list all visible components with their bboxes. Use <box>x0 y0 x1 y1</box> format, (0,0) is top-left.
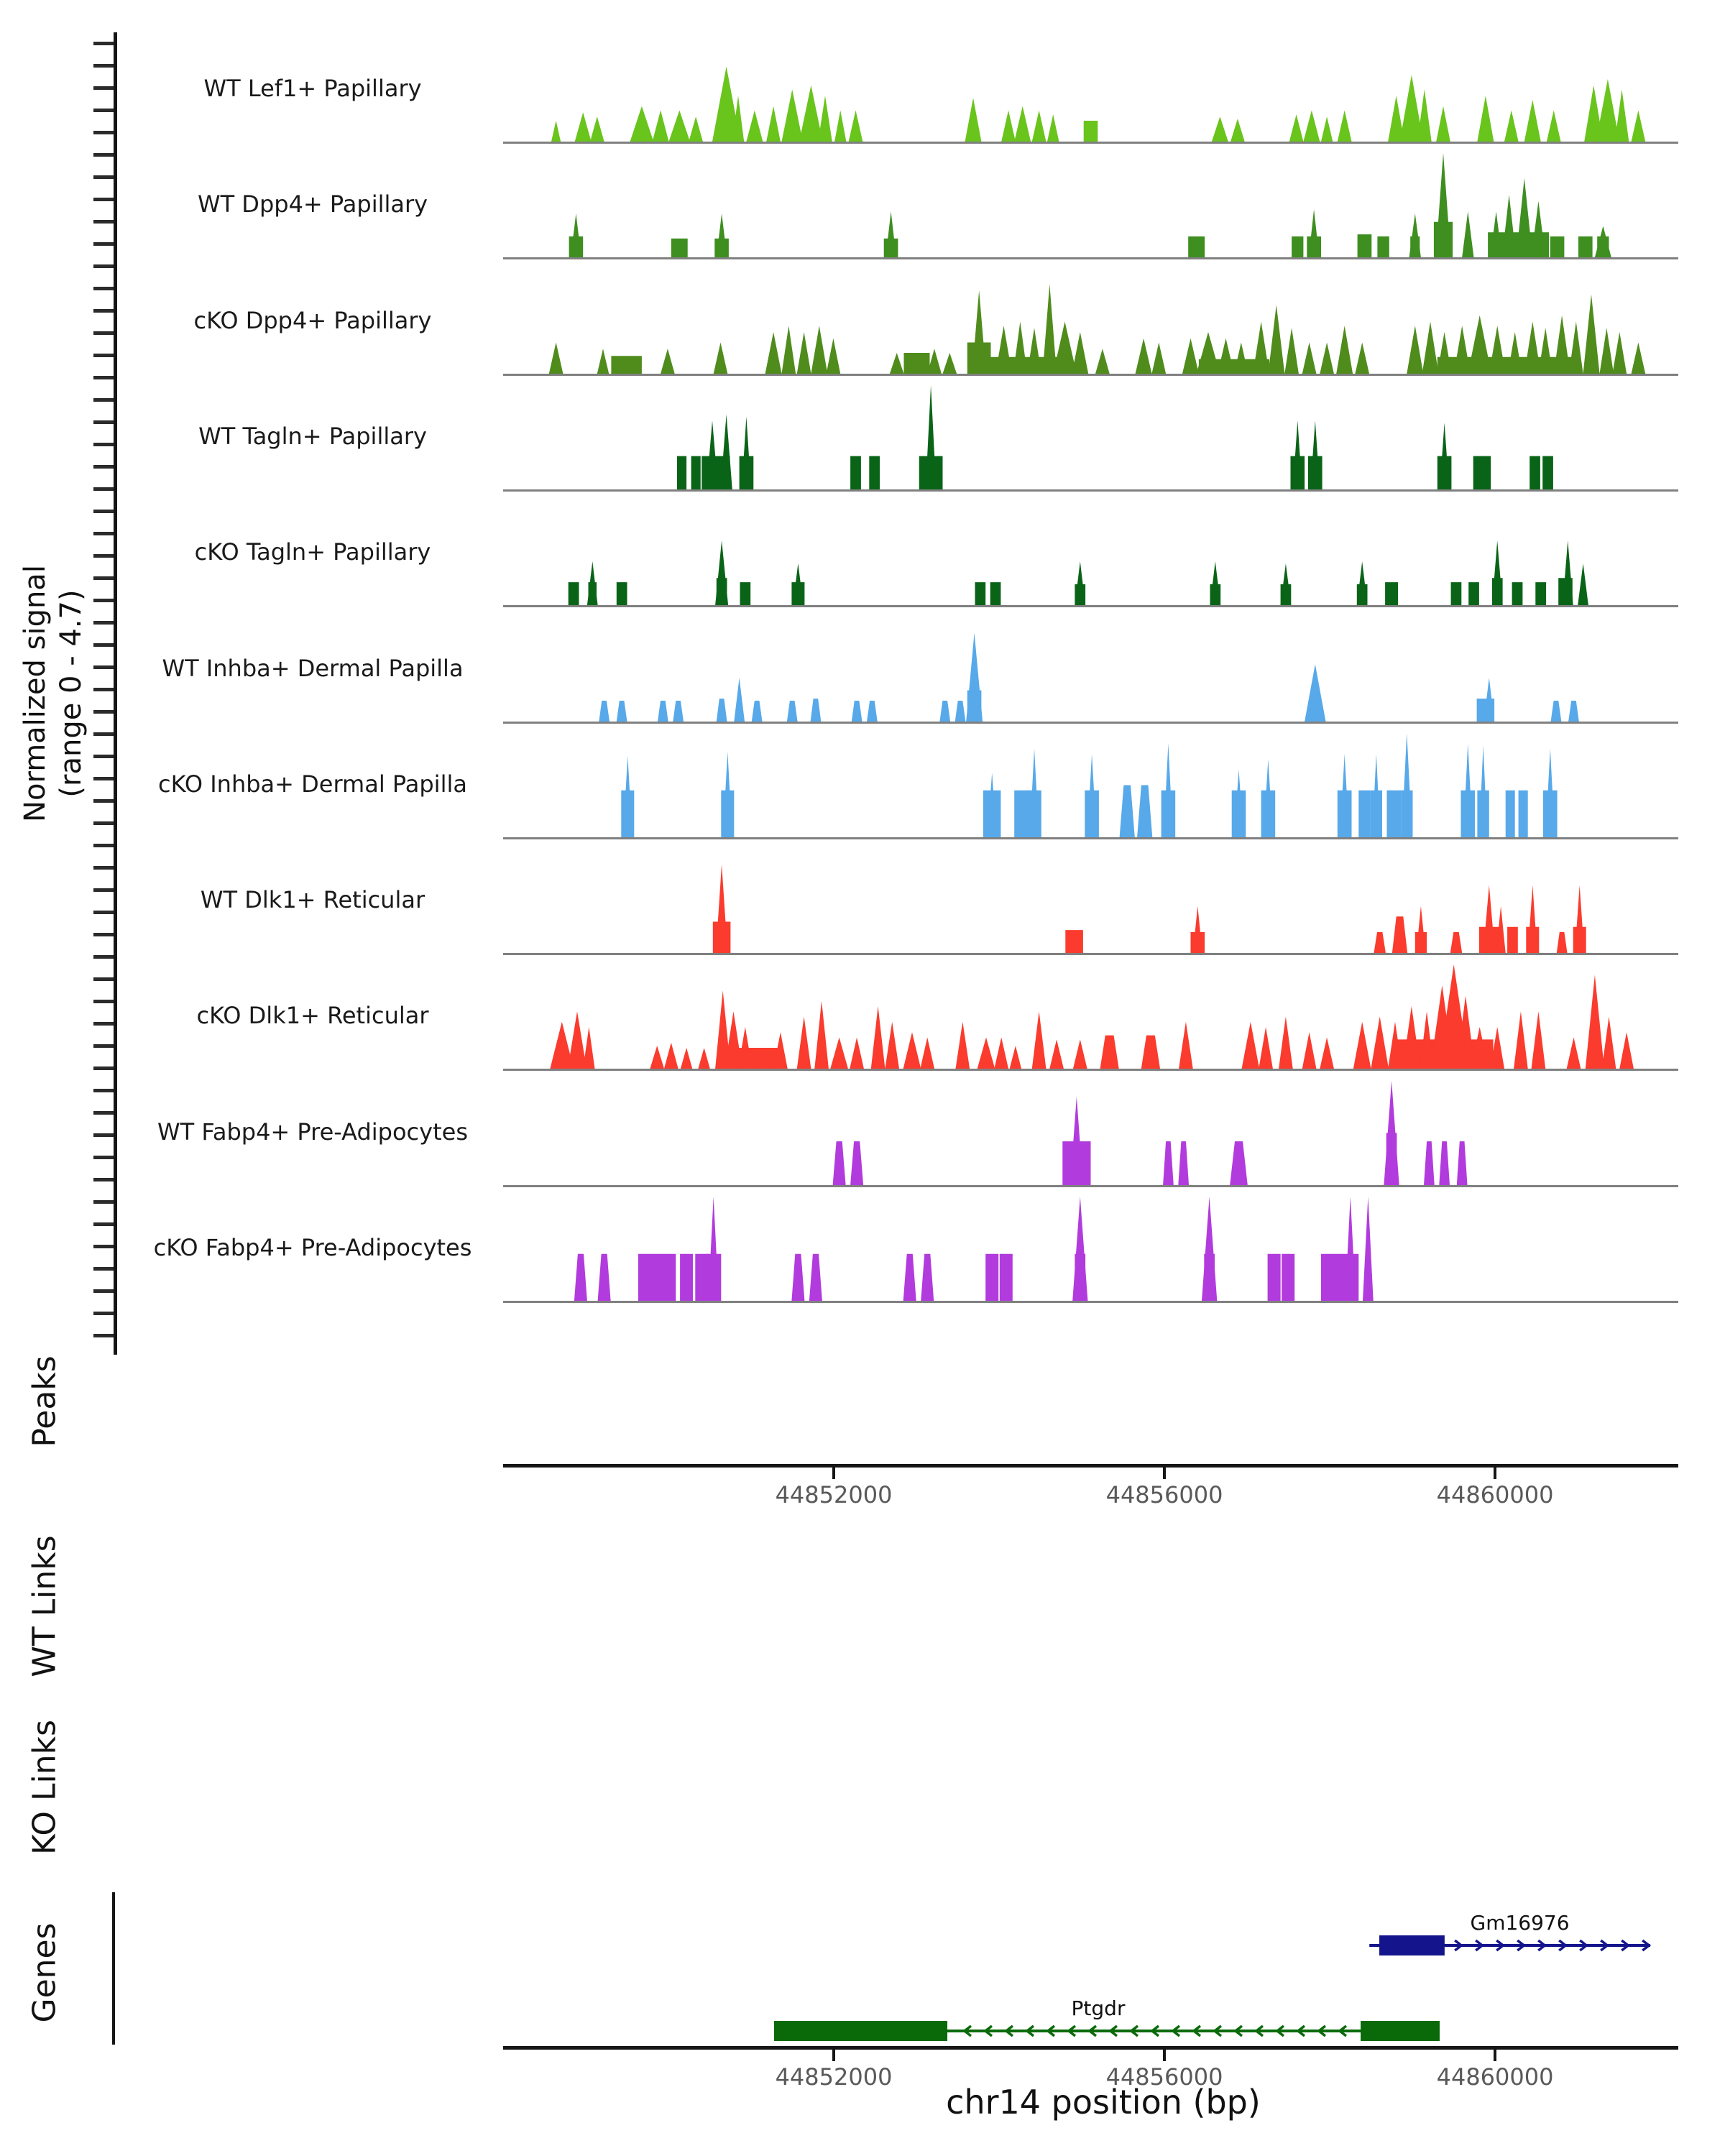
track-label-wt-dlk1-reticular: WT Dlk1+ Reticular <box>200 886 426 913</box>
signal-peak <box>1528 885 1537 953</box>
signal-peak <box>664 1043 678 1069</box>
signal-peak <box>1615 90 1629 142</box>
signal-peak <box>1302 343 1317 374</box>
signal-peak <box>715 540 728 605</box>
axis-tick <box>1163 1468 1166 1479</box>
signal-peak <box>1084 121 1098 142</box>
signal-peak <box>1014 106 1031 142</box>
signal-peak <box>850 1141 863 1185</box>
signal-peak <box>1600 328 1614 374</box>
signal-peak <box>833 1141 846 1185</box>
signal-peak <box>1032 1011 1046 1069</box>
signal-peak <box>721 415 732 489</box>
signal-peak <box>966 633 983 722</box>
signal-peak <box>1202 1197 1217 1301</box>
axis-tick-label: 44852000 <box>775 2063 893 2091</box>
signal-peak <box>568 1011 586 1069</box>
signal-peak <box>1435 153 1450 257</box>
signal-peak <box>1532 1011 1546 1069</box>
signal-peak <box>1519 791 1528 837</box>
track-label-wt-tagln-papillary: WT Tagln+ Papillary <box>198 423 427 450</box>
x-axis-title: chr14 position (bp) <box>946 2083 1261 2122</box>
signal-peak <box>1182 338 1199 374</box>
signal-peak <box>903 1032 921 1069</box>
signal-peak <box>571 213 581 257</box>
axis-tick-label: 44856000 <box>1105 1481 1223 1508</box>
signal-peak <box>1612 332 1627 374</box>
signal-peak <box>972 290 986 374</box>
signal-peak <box>1538 328 1552 374</box>
signal-peak <box>575 112 592 142</box>
signal-plot-wt-dlk1-reticular <box>503 849 1678 953</box>
signal-peak <box>1000 1254 1013 1301</box>
axis-tick <box>832 1468 835 1479</box>
signal-peak <box>1164 744 1173 838</box>
signal-peak <box>797 332 811 374</box>
signal-peak <box>1353 1022 1371 1069</box>
axis-line <box>503 1464 1678 1468</box>
signal-peak <box>590 116 604 142</box>
signal-peak <box>1072 1197 1087 1301</box>
signal-peak <box>852 701 862 722</box>
signal-peak <box>1619 1032 1634 1069</box>
axis-line <box>503 2046 1678 2050</box>
signal-peak <box>1563 540 1573 605</box>
signal-peak <box>1568 701 1579 722</box>
signal-peak <box>583 1027 594 1069</box>
signal-peak <box>1010 1046 1021 1069</box>
signal-peak <box>1436 106 1450 142</box>
signal-peak <box>1457 1141 1468 1185</box>
track-label-cko-fabp4-pre-adipocytes: cKO Fabp4+ Pre-Adipocytes <box>153 1234 472 1261</box>
signal-peak <box>717 213 727 257</box>
signal-peak <box>1484 885 1495 953</box>
signal-peak <box>943 353 957 374</box>
signal-peak <box>939 701 950 722</box>
signal-peak <box>598 1254 611 1301</box>
signal-peak <box>1578 563 1588 605</box>
signal-peak <box>1357 561 1368 605</box>
signal-peak <box>1065 930 1083 953</box>
signal-peak <box>830 1038 848 1069</box>
signal-peak <box>1489 326 1506 374</box>
signal-plot-wt-fabp4-pre-adipocytes <box>503 1081 1678 1185</box>
signal-peak <box>1152 343 1167 374</box>
signal-peak <box>630 106 654 142</box>
signal-peak <box>1583 295 1600 374</box>
signal-peak <box>1468 315 1491 374</box>
signal-peak <box>791 1254 804 1301</box>
signal-peak <box>1632 111 1646 142</box>
signal-peak <box>1632 343 1646 374</box>
track-baseline <box>503 1069 1678 1071</box>
signal-peak <box>740 582 751 605</box>
track-label-wt-fabp4-pre-adipocytes: WT Fabp4+ Pre-Adipocytes <box>157 1118 468 1146</box>
signal-peak <box>1178 1141 1189 1185</box>
signal-peak <box>658 701 668 722</box>
signal-peak <box>886 211 896 257</box>
signal-peak <box>797 1017 811 1069</box>
signal-peak <box>1014 791 1029 837</box>
signal-peak <box>1043 284 1057 374</box>
signal-peak <box>1502 195 1517 257</box>
signal-peak <box>1575 885 1584 953</box>
signal-peak <box>669 111 691 142</box>
signal-peak <box>978 1038 995 1069</box>
signal-peak <box>549 343 564 374</box>
track-label-wt-inhba-dermal-papilla: WT Inhba+ Dermal Papilla <box>162 655 464 682</box>
signal-peak <box>1179 1022 1193 1069</box>
signal-peak <box>1230 1141 1248 1185</box>
signal-peak <box>782 326 796 374</box>
signal-peak <box>850 456 861 489</box>
signal-peak <box>1374 932 1386 953</box>
signal-peak <box>890 353 904 374</box>
signal-peak <box>1230 119 1245 142</box>
signal-peak <box>1355 343 1369 374</box>
signal-peak <box>698 1048 709 1069</box>
signal-peak <box>1551 701 1562 722</box>
track-baseline <box>503 605 1678 607</box>
signal-peak <box>1550 236 1565 257</box>
signal-peak <box>1253 322 1269 374</box>
signal-plot-cko-dpp4-papillary <box>503 270 1678 374</box>
signal-peak <box>1346 1197 1356 1301</box>
signal-peak <box>799 86 823 142</box>
signal-peak <box>677 456 686 489</box>
signal-peak <box>611 356 642 374</box>
signal-peak <box>850 1038 864 1069</box>
signal-peak <box>1268 305 1284 374</box>
y-axis-tick-marks <box>93 42 114 1344</box>
signal-peak <box>1596 79 1620 142</box>
signal-peak <box>809 1254 822 1301</box>
signal-peak <box>1542 456 1553 489</box>
signal-peak <box>849 111 863 142</box>
signal-peak <box>1377 236 1389 257</box>
signal-peak <box>1416 906 1425 953</box>
signal-peak <box>956 1022 970 1069</box>
gene-annotation-panel <box>431 1904 1725 2063</box>
axis-tick-label: 44860000 <box>1436 2063 1554 2091</box>
signal-peak <box>716 865 727 953</box>
signal-peak <box>885 1022 899 1069</box>
signal-peak <box>1075 561 1085 605</box>
signal-peak <box>1053 322 1077 374</box>
signal-peak <box>1363 1197 1374 1301</box>
signal-peak <box>1001 111 1016 142</box>
signal-peak <box>1302 1032 1317 1069</box>
signal-peak <box>597 349 609 374</box>
signal-peak <box>1403 1006 1421 1069</box>
signal-peak <box>1321 116 1333 142</box>
signal-peak <box>1292 236 1303 257</box>
signal-peak <box>1309 209 1320 257</box>
signal-peak <box>1141 1036 1160 1069</box>
section-label-genes: Genes <box>26 1922 63 2023</box>
signal-plot-wt-tagln-papillary <box>503 385 1678 489</box>
gene-models-svg <box>431 1904 1725 2063</box>
signal-peak <box>1320 1038 1334 1069</box>
signal-peak <box>574 1254 587 1301</box>
signal-peak <box>599 701 610 722</box>
signal-plot-wt-lef1-papillary <box>503 37 1678 142</box>
signal-peak <box>708 1197 719 1301</box>
section-label-ko-links: KO Links <box>26 1719 63 1856</box>
signal-peak <box>1507 927 1518 953</box>
signal-peak <box>782 90 803 142</box>
signal-plot-cko-fabp4-pre-adipocytes <box>503 1197 1678 1301</box>
signal-peak <box>867 701 878 722</box>
signal-peak <box>1385 582 1398 605</box>
signal-peak <box>707 420 718 489</box>
gene-model-gm16976 <box>1369 1911 1650 1955</box>
track-baseline <box>503 1301 1678 1303</box>
signal-peak <box>818 96 832 142</box>
signal-peak <box>1440 423 1449 489</box>
axis-tick <box>1494 1468 1496 1479</box>
signal-peak <box>638 1254 676 1301</box>
signal-peak <box>1358 791 1370 837</box>
signal-peak <box>1554 315 1570 374</box>
signal-peak <box>1578 236 1593 257</box>
signal-peak <box>811 699 822 722</box>
track-baseline <box>503 142 1678 144</box>
signal-peak <box>1242 1022 1260 1069</box>
signal-peak <box>653 111 669 142</box>
signal-peak <box>1358 234 1372 257</box>
signal-peak <box>1073 1039 1087 1069</box>
signal-peak <box>1451 582 1462 605</box>
signal-peak <box>714 343 728 374</box>
signal-peak <box>1410 236 1420 257</box>
axis-tick <box>1163 2050 1166 2061</box>
signal-peak <box>617 582 627 605</box>
track-label-wt-lef1-papillary: WT Lef1+ Papillary <box>203 75 422 102</box>
track-baseline <box>503 1185 1678 1187</box>
signal-peak <box>985 1254 998 1301</box>
section-label-wt-links: WT Links <box>26 1535 63 1677</box>
signal-peak <box>814 1001 829 1069</box>
signal-peak <box>1462 211 1473 257</box>
signal-peak <box>920 1038 934 1069</box>
gene-name-label: Ptgdr <box>1071 1996 1126 2020</box>
signal-peak <box>650 1046 664 1069</box>
signal-peak <box>1293 420 1302 489</box>
signal-peak <box>1535 582 1546 605</box>
track-baseline <box>503 489 1678 492</box>
signal-plot-wt-inhba-dermal-papilla <box>503 617 1678 722</box>
section-label-peaks: Peaks <box>26 1355 63 1447</box>
signal-peak <box>617 701 627 722</box>
track-baseline <box>503 722 1678 724</box>
signal-peak <box>673 701 684 722</box>
signal-peak <box>1384 1081 1399 1185</box>
signal-plot-cko-inhba-dermal-papilla <box>503 733 1678 837</box>
signal-peak <box>1567 1038 1581 1069</box>
signal-peak <box>1532 201 1546 257</box>
signal-peak <box>1602 1017 1616 1069</box>
signal-peak <box>975 582 986 605</box>
y-axis-label-line1: Normalized signal <box>19 565 52 822</box>
signal-peak <box>869 456 880 489</box>
signal-peak <box>734 678 745 722</box>
signal-peak <box>1279 1017 1293 1069</box>
signal-peak <box>871 1006 886 1069</box>
track-label-cko-inhba-dermal-papilla: cKO Inhba+ Dermal Papilla <box>158 770 467 798</box>
axis-tick <box>832 2050 835 2061</box>
signal-peak <box>1477 96 1494 142</box>
signal-peak <box>1557 932 1568 953</box>
signal-peak <box>717 699 727 722</box>
signal-peak <box>1136 338 1152 374</box>
signal-peak <box>811 326 827 374</box>
signal-peak <box>995 326 1012 374</box>
signal-peak <box>1049 1039 1064 1069</box>
track-label-cko-tagln-papillary: cKO Tagln+ Papillary <box>194 538 431 566</box>
signal-peak <box>1468 582 1479 605</box>
signal-peak <box>1303 111 1320 142</box>
signal-peak <box>1422 322 1439 374</box>
signal-peak <box>1013 322 1028 374</box>
signal-peak <box>921 1254 934 1301</box>
signal-peak <box>1371 1017 1389 1069</box>
gene-exon-box <box>1379 1935 1445 1955</box>
signal-peak <box>1289 114 1304 142</box>
y-axis-spine <box>114 32 117 1355</box>
signal-peak <box>1450 932 1462 953</box>
axis-tick <box>1494 2050 1496 2061</box>
signal-peak <box>1284 328 1299 374</box>
signal-peak <box>1424 1141 1435 1185</box>
axis-tick-label: 44852000 <box>775 1481 893 1508</box>
signal-peak <box>1320 343 1334 374</box>
y-axis-label <box>17 565 89 822</box>
signal-peak <box>1310 420 1320 489</box>
signal-peak <box>1338 111 1352 142</box>
signal-peak <box>1524 322 1541 374</box>
signal-peak <box>661 349 675 374</box>
signal-peak <box>1193 906 1202 953</box>
track-baseline <box>503 374 1678 376</box>
signal-peak <box>1305 664 1325 722</box>
track-baseline <box>503 257 1678 259</box>
signal-peak <box>834 111 846 142</box>
signal-peak <box>551 121 561 142</box>
signal-peak <box>1473 456 1491 489</box>
signal-peak <box>965 98 982 142</box>
signal-peak <box>1516 178 1532 257</box>
track-baseline <box>503 837 1678 839</box>
track-label-wt-dpp4-papillary: WT Dpp4+ Papillary <box>197 190 428 218</box>
signal-plot-cko-tagln-papillary <box>503 501 1678 605</box>
track-baseline <box>503 953 1678 955</box>
signal-plot-wt-dpp4-papillary <box>503 153 1678 257</box>
signal-peak <box>1402 733 1412 837</box>
signal-peak <box>752 701 763 722</box>
signal-peak <box>689 116 703 142</box>
gene-exon-box <box>774 2021 947 2041</box>
track-label-cko-dpp4-papillary: cKO Dpp4+ Papillary <box>193 307 432 334</box>
signal-peak <box>1463 744 1473 838</box>
gene-name-label: Gm16976 <box>1470 1911 1570 1935</box>
signal-peak <box>1336 326 1353 374</box>
signal-peak <box>1188 236 1205 257</box>
signal-peak <box>1514 1011 1528 1069</box>
signal-peak <box>1072 332 1088 374</box>
signal-peak <box>1506 791 1515 837</box>
signal-peak <box>1095 349 1110 374</box>
signal-peak <box>990 582 1001 605</box>
signal-peak <box>1439 1141 1450 1185</box>
axis-tick-label: 44856000 <box>1105 2063 1223 2091</box>
signal-peak <box>1387 791 1402 837</box>
signal-peak <box>827 338 841 374</box>
signal-peak <box>569 582 579 605</box>
signal-peak <box>1212 116 1228 142</box>
signal-peak <box>1268 1254 1281 1301</box>
signal-peak <box>1508 332 1522 374</box>
signal-peak <box>1032 111 1046 142</box>
signal-peak <box>1530 456 1540 489</box>
signal-peak <box>1524 100 1541 142</box>
signal-peak <box>1547 111 1561 142</box>
signal-peak <box>1569 322 1583 374</box>
signal-peak <box>766 106 781 142</box>
signal-peak <box>1597 236 1609 257</box>
signal-peak <box>926 385 937 489</box>
signal-peak <box>1586 975 1604 1069</box>
signal-peak <box>955 701 966 722</box>
signal-peak <box>1070 1097 1083 1185</box>
signal-peak <box>681 1048 692 1069</box>
signal-peak <box>1047 114 1059 142</box>
signal-peak <box>1137 786 1152 838</box>
signal-peak <box>671 239 688 257</box>
signal-peak <box>746 111 763 142</box>
signal-peak <box>1512 582 1523 605</box>
signal-peak <box>903 1254 916 1301</box>
signal-peak <box>1417 90 1432 142</box>
gene-model-ptgdr <box>774 1996 1440 2041</box>
signal-peak <box>691 456 701 489</box>
signal-peak <box>765 332 782 374</box>
signal-peak <box>1120 786 1135 838</box>
signal-peak <box>1100 1036 1119 1069</box>
signal-peak <box>742 417 751 490</box>
signal-peak <box>1504 111 1519 142</box>
gene-exon-box <box>1361 2021 1440 2041</box>
signal-peak <box>1282 1254 1294 1301</box>
signal-peak <box>787 701 798 722</box>
signal-peak <box>1259 1027 1273 1069</box>
genes-section-bracket <box>112 1892 115 2045</box>
signal-peak <box>1407 326 1423 374</box>
y-axis-label-line2: (range 0 - 4.7) <box>55 589 88 798</box>
axis-tick-label: 44860000 <box>1436 1481 1554 1508</box>
track-label-cko-dlk1-reticular: cKO Dlk1+ Reticular <box>196 1002 429 1029</box>
signal-peak <box>680 1254 693 1301</box>
signal-peak <box>1027 328 1041 374</box>
signal-peak <box>1210 561 1221 605</box>
signal-plot-cko-dlk1-reticular <box>503 964 1678 1069</box>
signal-peak <box>1163 1141 1174 1185</box>
signal-peak <box>904 353 930 374</box>
signal-peak <box>1392 916 1407 953</box>
signal-peak <box>994 1038 1008 1069</box>
signal-peak <box>1492 540 1503 605</box>
